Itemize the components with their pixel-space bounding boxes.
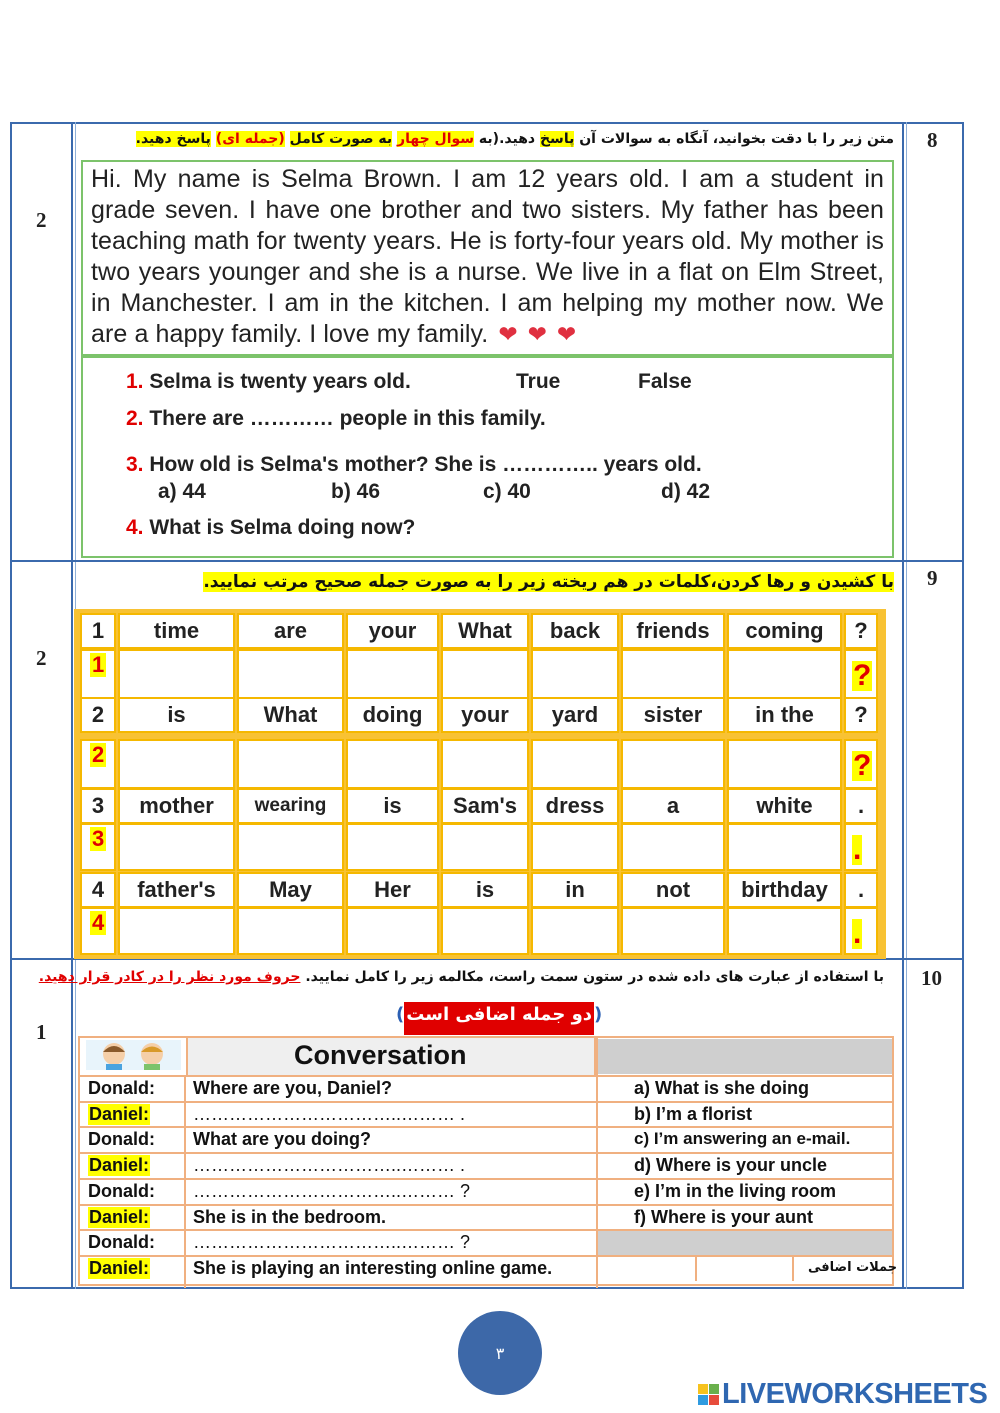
answer-drop-slot[interactable]	[621, 739, 725, 789]
question-number-8: 8	[927, 128, 938, 152]
logo-text: LIVEWORKSHEETS	[722, 1378, 988, 1410]
question-2-text: There are ………… people in this family.	[149, 407, 546, 430]
word-tile[interactable]: May	[237, 872, 344, 908]
question-3-number: 3.	[126, 453, 144, 476]
question-2	[126, 407, 546, 431]
instruction-text: متن زیر را با دقت بخوانید، آنگاه به سوالات آن	[579, 131, 894, 147]
extra-answer-box[interactable]	[697, 1257, 792, 1279]
question-1	[126, 370, 411, 394]
dialogue-line: Where are you, Daniel?	[193, 1078, 393, 1098]
speaker-label: Daniel:	[89, 1155, 150, 1176]
answer-drop-slot[interactable]	[727, 907, 842, 955]
word-tile[interactable]: dress	[531, 788, 619, 824]
passage-text: Hi. My name is Selma Brown. I am 12 years old. I am a student in grade seven. I have one brother and two sisters. My father has been teaching math for twenty years. He is forty-four years old. My mother is two years younger and she is a nurse. We live in a flat on Elm Street, in Manchester. I am in the kitchen. I am helping my mother now. We are a happy family. I love my family.	[91, 165, 884, 348]
answer-drop-slot[interactable]	[727, 649, 842, 699]
instruction-highlight: پاسخ دهید.	[135, 131, 211, 147]
speaker-label: Donald:	[88, 1129, 155, 1150]
answer-drop-slot[interactable]	[346, 823, 439, 871]
word-tile[interactable]: sister	[621, 697, 725, 733]
word-tile[interactable]: your	[346, 613, 439, 649]
paren-open: (	[396, 1004, 405, 1025]
hearts-icon: ❤❤❤	[498, 321, 587, 347]
conversation-table	[78, 1036, 898, 1286]
word-tile[interactable]: a	[621, 788, 725, 824]
answer-drop-slot[interactable]	[346, 907, 439, 955]
answer-blank[interactable]: ……………………………..……… .	[193, 1155, 466, 1176]
answer-option: a) What is she doing	[634, 1078, 810, 1098]
page-number-badge: ۳	[458, 1311, 542, 1395]
speaker-label: Daniel:	[89, 1103, 150, 1124]
questions-box	[81, 356, 894, 558]
word-tile[interactable]: What	[237, 697, 344, 733]
word-tile[interactable]: friends	[621, 613, 725, 649]
dialogue-line: She is playing an interesting online game.	[193, 1257, 553, 1278]
extra-answer-box[interactable]	[598, 1257, 695, 1279]
score-10: 1	[36, 1020, 47, 1044]
dialogue-line: What are you doing?	[193, 1129, 371, 1150]
row-number-cell: 3	[80, 788, 116, 824]
grey-filler-cell	[598, 1231, 892, 1255]
answer-blank[interactable]: ……………………………..……… ?	[193, 1180, 471, 1201]
word-tile[interactable]: wearing	[237, 788, 344, 824]
answer-row-punctuation: .	[853, 917, 862, 950]
answer-drop-slot[interactable]	[441, 649, 529, 699]
word-tile[interactable]: are	[237, 613, 344, 649]
speaker-label: Donald:	[88, 1180, 155, 1201]
section-divider-1	[10, 560, 964, 562]
answer-drop-slot[interactable]	[621, 823, 725, 871]
word-tile[interactable]: is	[441, 872, 529, 908]
dialogue-line: She is in the bedroom.	[193, 1206, 387, 1227]
options-header-cell	[598, 1039, 892, 1074]
answer-option: c) I’m answering an e-mail.	[634, 1129, 851, 1149]
answer-drop-slot[interactable]	[118, 649, 235, 699]
question-3-text: How old is Selma's mother? She is ………….. years old.	[149, 453, 702, 476]
answer-option: e) I’m in the living room	[634, 1180, 837, 1201]
answer-row-number: 3	[92, 826, 105, 851]
column-divider-left	[71, 122, 73, 1289]
answer-drop-slot[interactable]	[441, 907, 529, 955]
answer-drop-slot[interactable]	[118, 739, 235, 789]
instruction-text: با استفاده از عبارت های داده شده در ستون سمت راست، مکالمه زیر را کامل نمایید.	[305, 969, 884, 985]
word-tile[interactable]: doing	[346, 697, 439, 733]
extra-note-text: دو جمله اضافی است	[404, 1002, 594, 1035]
punctuation-cell: .	[844, 788, 878, 824]
instruction-highlight-red: سوال چهار	[397, 131, 475, 147]
answer-row-number: 1	[92, 652, 105, 677]
false-option[interactable]: False	[638, 370, 692, 393]
answer-drop-slot[interactable]	[441, 823, 529, 871]
extra-sentences-note	[396, 1002, 602, 1035]
instruction-highlight: پاسخ	[539, 131, 575, 147]
word-tile[interactable]: What	[441, 613, 529, 649]
section10-instruction	[39, 969, 884, 985]
word-order-grid	[74, 609, 886, 959]
answer-option: f) Where is your aunt	[634, 1206, 814, 1227]
answer-blank[interactable]: ……………………………..……… .	[193, 1103, 466, 1124]
answer-row-punctuation: ?	[853, 659, 872, 692]
word-tile[interactable]: in	[531, 872, 619, 908]
logo-icon	[698, 1384, 719, 1405]
word-tile[interactable]: time	[118, 613, 235, 649]
answer-drop-slot[interactable]	[237, 907, 344, 955]
extra-sentences-label: جملات اضافی	[808, 1259, 898, 1275]
question-4	[126, 516, 415, 540]
answer-drop-slot[interactable]	[346, 739, 439, 789]
answer-drop-slot[interactable]	[237, 823, 344, 871]
answer-drop-slot[interactable]	[441, 739, 529, 789]
question-4-number: 4.	[126, 516, 144, 539]
answer-row-number: 4	[92, 910, 105, 935]
option-d[interactable]: d) 42	[661, 480, 711, 503]
row-number-cell: 4	[80, 872, 116, 908]
answer-drop-slot[interactable]	[621, 907, 725, 955]
true-option[interactable]: True	[516, 370, 561, 393]
column-divider-right	[902, 122, 904, 1289]
instruction-highlight-red: (جمله ای)	[215, 131, 285, 147]
conversation-title: Conversation	[294, 1040, 467, 1070]
section9-instruction	[203, 572, 894, 592]
speaker-label: Daniel:	[89, 1257, 150, 1278]
question-1-text: Selma is twenty years old.	[149, 370, 411, 393]
answer-row-punctuation: ?	[853, 749, 872, 782]
reading-passage-box	[81, 160, 894, 356]
kids-icon	[86, 1040, 181, 1070]
question-number-10: 10	[921, 966, 942, 990]
paren-close: )	[594, 1004, 603, 1025]
column-divider-inner-right	[906, 122, 907, 1289]
word-tile[interactable]: Her	[346, 872, 439, 908]
answer-drop-slot[interactable]	[237, 649, 344, 699]
word-tile[interactable]: your	[441, 697, 529, 733]
answer-drop-slot[interactable]	[346, 649, 439, 699]
speaker-label: Daniel:	[89, 1206, 150, 1227]
option-a[interactable]: a) 44	[158, 480, 206, 503]
punctuation-cell: ?	[844, 697, 878, 733]
word-tile[interactable]: white	[727, 788, 842, 824]
punctuation-cell: ?	[844, 613, 878, 649]
row-number-cell: 2	[80, 697, 116, 733]
speaker-label: Donald:	[88, 1232, 155, 1253]
question-4-text: What is Selma doing now?	[149, 516, 416, 539]
section8-instruction	[136, 131, 894, 147]
answer-drop-slot[interactable]	[118, 823, 235, 871]
answer-blank[interactable]: ……………………………..……… ?	[193, 1232, 471, 1253]
word-tile[interactable]: mother	[118, 788, 235, 824]
answer-drop-slot[interactable]	[727, 739, 842, 789]
instruction-text: با کشیدن و رها کردن،کلمات در هم ریخته زیر را به صورت جمله صحیح مرتب نمایید.	[203, 572, 894, 592]
answer-drop-slot[interactable]	[531, 649, 619, 699]
answer-row-number: 2	[92, 742, 105, 767]
answer-drop-slot[interactable]	[531, 739, 619, 789]
score-8: 2	[36, 208, 47, 232]
answer-drop-slot[interactable]	[118, 907, 235, 955]
liveworksheets-logo	[698, 1378, 987, 1411]
word-tile[interactable]: not	[621, 872, 725, 908]
word-tile[interactable]: yard	[531, 697, 619, 733]
question-number-9: 9	[927, 566, 938, 590]
instruction-red: حروف مورد نظر را در کادر قرار دهید.	[38, 969, 301, 985]
question-2-number: 2.	[126, 407, 144, 430]
question-1-number: 1.	[126, 370, 144, 393]
word-tile[interactable]: coming	[727, 613, 842, 649]
answer-option: d) Where is your uncle	[634, 1155, 828, 1176]
option-b[interactable]: b) 46	[331, 480, 381, 503]
score-9: 2	[36, 646, 47, 670]
word-tile[interactable]: birthday	[727, 872, 842, 908]
answer-drop-slot[interactable]	[727, 823, 842, 871]
row-number-cell: 1	[80, 613, 116, 649]
option-c[interactable]: c) 40	[483, 480, 531, 503]
word-tile[interactable]: is	[346, 788, 439, 824]
answer-drop-slot[interactable]	[237, 739, 344, 789]
answer-option: b) I’m a florist	[634, 1103, 753, 1124]
instruction-highlight: به صورت کامل	[289, 131, 393, 147]
instruction-text: دهید.(به	[478, 131, 536, 147]
reading-passage	[91, 164, 884, 350]
word-tile[interactable]: father's	[118, 872, 235, 908]
word-tile[interactable]: in the	[727, 697, 842, 733]
word-tile[interactable]: is	[118, 697, 235, 733]
punctuation-cell: .	[844, 872, 878, 908]
speaker-label: Donald:	[88, 1078, 155, 1098]
answer-drop-slot[interactable]	[531, 907, 619, 955]
answer-drop-slot[interactable]	[621, 649, 725, 699]
answer-row-punctuation: .	[853, 833, 862, 866]
question-3	[126, 453, 702, 477]
answer-drop-slot[interactable]	[531, 823, 619, 871]
word-tile[interactable]: back	[531, 613, 619, 649]
word-tile[interactable]: Sam's	[441, 788, 529, 824]
